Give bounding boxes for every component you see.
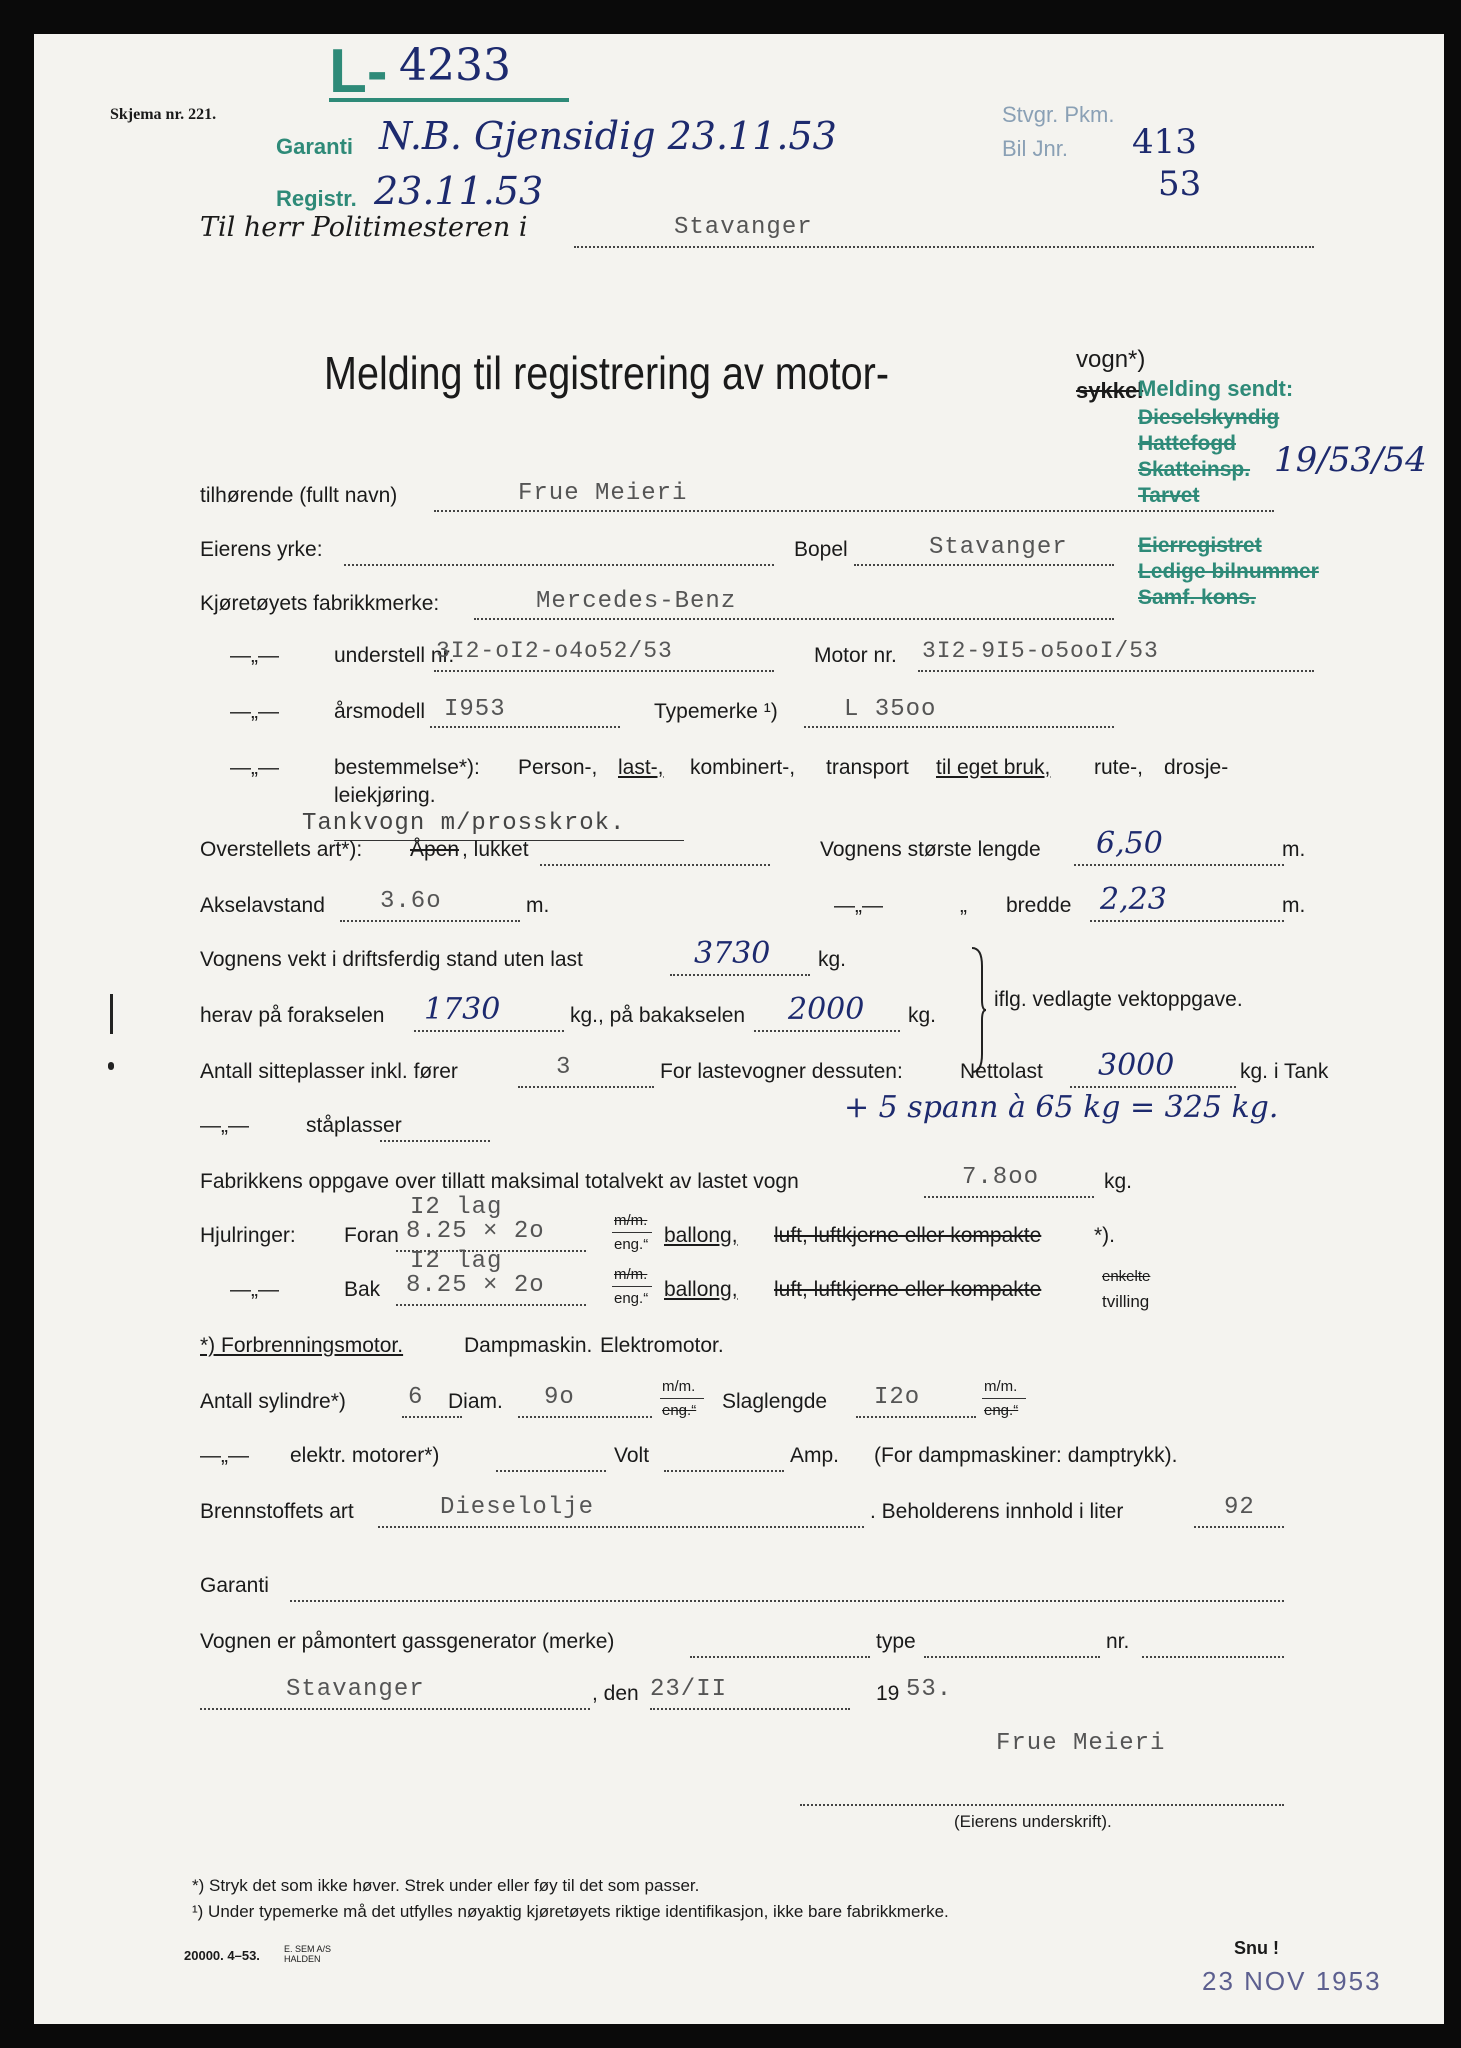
gas-number-line: [1142, 1656, 1284, 1658]
sent-stamp-line-5: Eierregistret: [1138, 534, 1262, 557]
year-prefix: 19: [876, 1682, 900, 1705]
ditto-standing: —„—: [200, 1114, 249, 1137]
front-wheels-value: 8.25 × 2o: [406, 1218, 545, 1245]
volt-label: Volt: [614, 1444, 650, 1467]
l-number: 4233: [399, 40, 511, 91]
rear-tvilling: tvilling: [1102, 1292, 1150, 1311]
net-load-unit: kg. i Tank: [1240, 1060, 1329, 1083]
weight-value: 3730: [694, 936, 771, 971]
ditto-electric: —„—: [200, 1444, 249, 1467]
max-weight-line: [924, 1196, 1094, 1198]
axle-value: 3.6o: [380, 888, 442, 915]
form-title: Melding til registrering av motor-: [324, 347, 890, 399]
rear-wheels-ply: I2 lag: [410, 1248, 503, 1275]
sent-stamp-line-7: Samf. kons.: [1138, 586, 1256, 609]
occupation-label: Eierens yrke:: [200, 538, 323, 561]
standing-label: ståplasser: [306, 1114, 402, 1137]
front-wheels-label: Foran: [344, 1224, 399, 1247]
registr-stamp-label: Registr.: [276, 186, 357, 211]
purpose-last: last-,: [618, 756, 664, 779]
signature-value: Frue Meieri: [996, 1730, 1166, 1757]
max-weight-value: 7.8oo: [962, 1164, 1040, 1191]
year-value: I953: [444, 696, 506, 723]
guarantee-label: Garanti: [200, 1574, 269, 1597]
electric-motors-label: elektr. motorer*): [290, 1444, 440, 1467]
rear-axle-label: kg., på bakakselen: [570, 1004, 746, 1027]
body-closed: , lukket: [462, 838, 529, 861]
gas-generator-label: Vognen er påmontert gassgenerator (merke): [200, 1630, 615, 1653]
front-wheels-ply: I2 lag: [410, 1194, 503, 1221]
standing-line: [380, 1140, 490, 1142]
axle-line: [340, 920, 520, 922]
weight-label: Vognens vekt i driftsferdig stand uten last: [200, 948, 583, 971]
type-value: L 35oo: [844, 696, 937, 723]
stroke-label: Slaglengde: [722, 1390, 828, 1413]
owner-label: tilhørende (fullt navn): [200, 484, 398, 507]
registration-form-page: [34, 34, 1444, 2024]
purpose-eget-bruk: til eget bruk,: [936, 756, 1051, 779]
place-value: Stavanger: [286, 1676, 425, 1703]
chassis-line: [434, 670, 774, 672]
front-axle-label: herav på forakselen: [200, 1004, 385, 1027]
rear-axle-value: 2000: [788, 992, 865, 1027]
axle-label: Akselavstand: [200, 894, 325, 917]
garanti-stamp-label: Garanti: [276, 134, 354, 159]
cylinders-value: 6: [408, 1384, 424, 1411]
weight-brace: [968, 946, 988, 1074]
max-weight-unit: kg.: [1104, 1170, 1133, 1193]
diam-eng: eng.“: [662, 1402, 697, 1419]
type-label: Typemerke ¹): [654, 700, 778, 723]
body-typed-value: Tankvogn m/prosskrok.: [302, 810, 626, 837]
chassis-value: 3I2-oI2-o4o52/53: [436, 638, 673, 664]
cylinders-line: [402, 1416, 462, 1418]
gas-type-label: type: [876, 1630, 916, 1653]
rear-mm: m/m.: [614, 1266, 648, 1283]
stroke-eng: eng.“: [984, 1402, 1019, 1419]
margin-mark-1: [110, 994, 113, 1034]
sent-stamp-title: Melding sendt:: [1138, 376, 1294, 401]
length-value: 6,50: [1096, 826, 1163, 861]
width-value: 2,23: [1100, 882, 1167, 917]
purpose-rute: rute-,: [1094, 756, 1144, 779]
motor-label: Motor nr.: [814, 644, 897, 667]
footnote-1: *) Stryk det som ikke høver. Strek under eller føy til det som passer.: [192, 1876, 700, 1895]
front-tyre-end: *).: [1094, 1224, 1115, 1247]
recipient-city: Stavanger: [674, 214, 813, 241]
engine-steam: Dampmaskin.: [464, 1334, 593, 1357]
net-load-value: 3000: [1098, 1048, 1175, 1083]
max-weight-label: Fabrikkens oppgave over tillatt maksimal totalvekt av lastet vogn: [200, 1170, 799, 1193]
place-line: [200, 1708, 590, 1710]
guarantee-line: [290, 1600, 1284, 1602]
electric-motors-line: [496, 1470, 606, 1472]
bil-jnr-label: Bil Jnr.: [1002, 136, 1069, 161]
form-number: Skjema nr. 221.: [110, 106, 217, 123]
stroke-line: [856, 1416, 976, 1418]
length-line: [1074, 864, 1284, 866]
bil-jnr-number: 413: [1132, 122, 1197, 162]
signature-label: (Eierens underskrift).: [954, 1812, 1112, 1831]
net-load-line: [1070, 1086, 1236, 1088]
margin-mark-2: [108, 1062, 114, 1070]
title-option-sykkel: sykkel: [1076, 378, 1144, 403]
amp-label: Amp.: [790, 1444, 840, 1467]
gas-generator-line: [690, 1656, 870, 1658]
bil-jnr-year: 53: [1158, 164, 1202, 204]
sent-stamp-handwritten: 19/53/54: [1274, 440, 1427, 480]
motor-value: 3I2-9I5-o5ooI/53: [922, 638, 1159, 664]
front-eng: eng.“: [614, 1236, 649, 1253]
residence-value: Stavanger: [929, 534, 1068, 561]
tank-value: 92: [1224, 1494, 1255, 1521]
year-suffix: 53.: [906, 1676, 953, 1703]
owner-line: [434, 510, 1274, 512]
purpose-transport: transport: [826, 756, 909, 779]
rear-wheels-value: 8.25 × 2o: [406, 1272, 545, 1299]
diam-label: Diam.: [448, 1390, 503, 1413]
width-label: bredde: [1006, 894, 1072, 917]
sent-stamp-line-6: Ledige bilnummer: [1138, 560, 1319, 583]
turn-over-note: Snu !: [1234, 1938, 1279, 1958]
rear-eng: eng.“: [614, 1290, 649, 1307]
width-line: [1090, 920, 1284, 922]
cargo-label: For lastevogner dessuten:: [660, 1060, 903, 1083]
sent-stamp-line-4: Tarvet: [1138, 484, 1200, 507]
rear-wheels-line: [396, 1304, 586, 1306]
width-quote: „: [960, 894, 967, 917]
purpose-drosje: drosje-: [1164, 756, 1229, 779]
rear-tyre-other: luft, luftkjerne eller kompakte: [774, 1278, 1042, 1301]
stroke-value: I2o: [874, 1384, 921, 1411]
l-underline: [329, 98, 569, 102]
wheels-label: Hjulringer:: [200, 1224, 296, 1247]
front-mm-rule: [612, 1232, 652, 1233]
ditto-rear-wheels: —„—: [230, 1278, 279, 1301]
make-label: Kjøretøyets fabrikkmerke:: [200, 592, 440, 615]
year-label: årsmodell: [334, 700, 426, 723]
received-date-stamp: 23 NOV 1953: [1202, 1966, 1382, 1996]
purpose-person: Person-,: [518, 756, 598, 779]
stvgr-stamp: Stvgr. Pkm.: [1002, 102, 1115, 127]
front-axle-line: [414, 1030, 564, 1032]
front-tyre-other: luft, luftkjerne eller kompakte: [774, 1224, 1042, 1247]
signature-line: [800, 1804, 1284, 1806]
sent-stamp-line-1: Dieselskyndig: [1138, 406, 1280, 429]
volt-line: [664, 1470, 784, 1472]
fuel-label: Brennstoffets art: [200, 1500, 354, 1523]
length-unit: m.: [1282, 838, 1306, 861]
body-line: [540, 864, 770, 866]
diam-value: 9o: [544, 1384, 575, 1411]
seats-value: 3: [556, 1054, 572, 1081]
seats-line: [518, 1086, 654, 1088]
occupation-line: [344, 564, 774, 566]
residence-line: [854, 564, 1114, 566]
weight-unit: kg.: [818, 948, 847, 971]
stroke-mm-rule: [982, 1398, 1026, 1399]
recipient-line: [574, 246, 1314, 248]
purpose-kombinert: kombinert-,: [690, 756, 796, 779]
date-line: [650, 1708, 850, 1710]
axle-unit: m.: [526, 894, 550, 917]
engine-electric: Elektromotor.: [600, 1334, 724, 1357]
ditto-purpose: —„—: [230, 756, 279, 779]
residence-label: Bopel: [794, 538, 848, 561]
net-load-note: + 5 spann à 65 kg = 325 kg.: [844, 1090, 1279, 1125]
date-label: , den: [592, 1682, 639, 1705]
fuel-value: Dieselolje: [440, 1494, 595, 1521]
printer-info: E. SEM A/S HALDEN: [284, 1944, 332, 1964]
ditto-year: —„—: [230, 700, 279, 723]
footnote-2: ¹) Under typemerke må det utfylles nøyaktig kjøretøyets riktige identifikasjon, ikke bare fabrikkmerke.: [192, 1902, 949, 1921]
type-line: [804, 726, 1114, 728]
seats-label: Antall sitteplasser inkl. fører: [200, 1060, 458, 1083]
rear-mm-rule: [612, 1286, 652, 1287]
year-line: [430, 726, 620, 728]
front-axle-value: 1730: [424, 992, 501, 1027]
weight-line: [670, 974, 810, 976]
owner-value: Frue Meieri: [518, 480, 688, 507]
rear-axle-unit: kg.: [908, 1004, 937, 1027]
print-info: 20000. 4–53.: [184, 1948, 260, 1963]
body-open: Åpen: [410, 838, 460, 861]
front-tyre-ballong: ballong,: [664, 1224, 738, 1247]
ditto-width: —„—: [834, 894, 883, 917]
rear-enkelte: enkelte: [1102, 1268, 1151, 1285]
width-unit: m.: [1282, 894, 1306, 917]
engine-combustion: *) Forbrenningsmotor.: [200, 1334, 404, 1357]
fuel-line: [378, 1526, 864, 1528]
stroke-mm: m/m.: [984, 1378, 1018, 1395]
tank-label: . Beholderens innhold i liter: [870, 1500, 1124, 1523]
motor-line: [918, 670, 1314, 672]
front-mm: m/m.: [614, 1212, 648, 1229]
rear-axle-line: [754, 1030, 900, 1032]
rear-tyre-ballong: ballong,: [664, 1278, 738, 1301]
net-load-label: Nettolast: [960, 1060, 1043, 1083]
diam-mm-rule: [660, 1398, 704, 1399]
cylinders-label: Antall sylindre*): [200, 1390, 346, 1413]
date-value: 23/II: [650, 1676, 728, 1703]
ditto-chassis: —„—: [230, 644, 279, 667]
rear-wheels-label: Bak: [344, 1278, 381, 1301]
chassis-label: understell nr.: [334, 644, 455, 667]
diam-mm: m/m.: [662, 1378, 696, 1395]
purpose-leiekjoring: leiekjøring.: [334, 784, 436, 807]
title-option-vogn: vogn*): [1076, 346, 1146, 373]
purpose-label: bestemmelse*):: [334, 756, 480, 779]
make-value: Mercedes-Benz: [536, 588, 737, 615]
length-label: Vognens største lengde: [820, 838, 1041, 861]
recipient-label: Til herr Politimesteren i: [200, 212, 528, 243]
make-line: [474, 618, 1114, 620]
sent-stamp-line-3: Skatteinsp.: [1138, 458, 1251, 481]
steam-pressure-label: (For dampmaskiner: damptrykk).: [874, 1444, 1178, 1467]
tank-line: [1194, 1526, 1284, 1528]
l-stamp: L-: [329, 37, 388, 106]
sent-stamp-line-2: Hattefogd: [1138, 432, 1236, 455]
gas-type-line: [924, 1656, 1100, 1658]
gas-number-label: nr.: [1106, 1630, 1130, 1653]
body-label: Overstellets art*):: [200, 838, 363, 861]
weight-note: iflg. vedlagte vektoppgave.: [994, 988, 1243, 1011]
diam-line: [518, 1416, 652, 1418]
garanti-handwritten: N.B. Gjensidig 23.11.53: [379, 114, 837, 158]
registr-handwritten: 23.11.53: [374, 169, 544, 213]
